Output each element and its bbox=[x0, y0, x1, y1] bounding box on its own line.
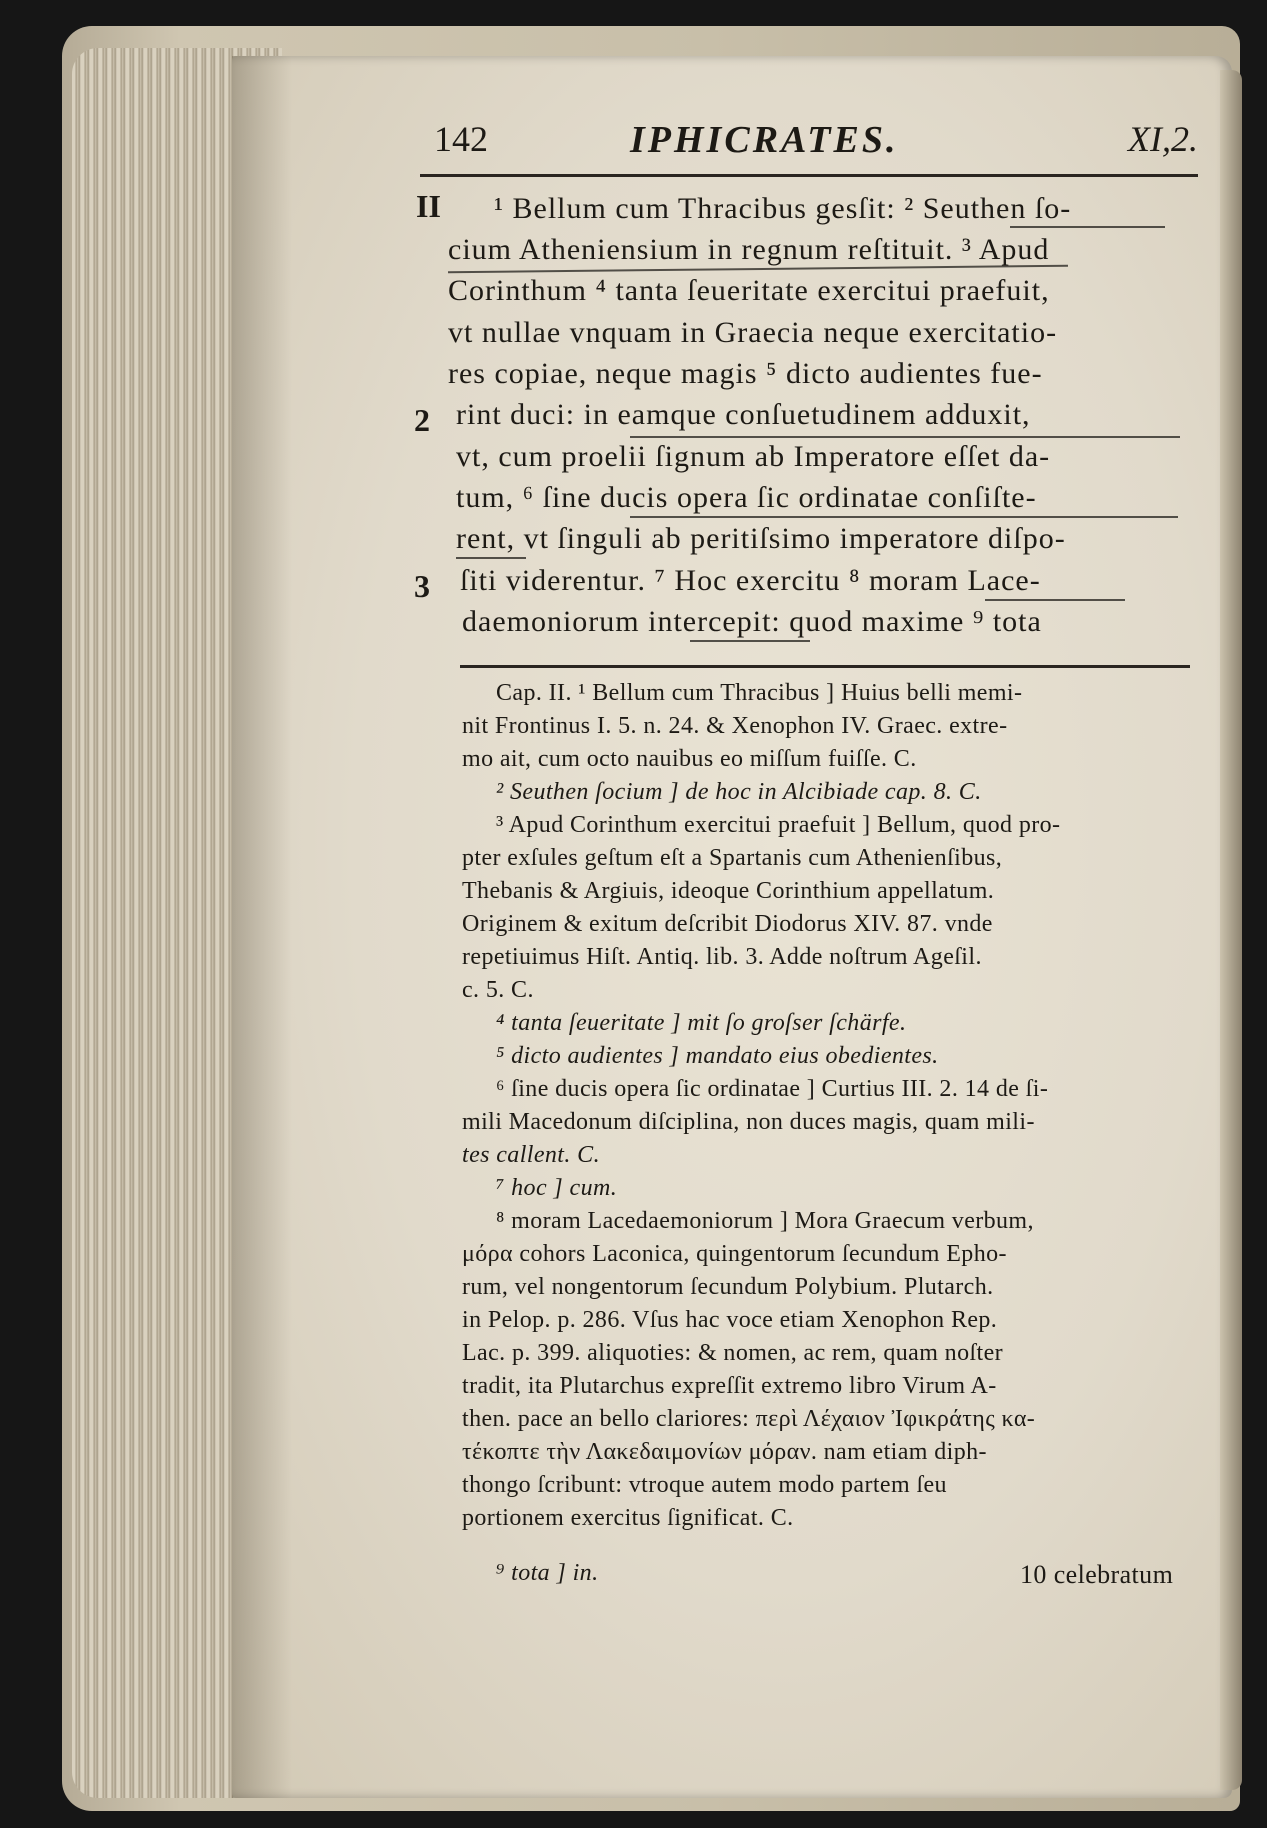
note-line: Thebanis & Argiuis, ideoque Corinthium appellatum. bbox=[462, 878, 995, 904]
note-line: ³ Apud Corinthum exercitui praefuit ] Bellum, quod pro- bbox=[496, 812, 1061, 838]
note-line: Cap. II. ¹ Bellum cum Thracibus ] Huius belli memi- bbox=[496, 680, 1023, 706]
note-line: ⁸ moram Lacedaemoniorum ] Mora Graecum verbum, bbox=[496, 1208, 1034, 1234]
note-line: portionem exercitus ſignificat. C. bbox=[462, 1505, 794, 1531]
note-line: repetiuimus Hiſt. Antiq. lib. 3. Adde noſtrum Ageſil. bbox=[462, 944, 982, 970]
note-line: tradit, ita Plutarchus expreſſit extremo libro Virum A- bbox=[462, 1373, 997, 1399]
pencil-underline bbox=[630, 516, 1178, 518]
page-header bbox=[434, 118, 1198, 174]
note-line: μόρα cohors Laconica, quingentorum ſecundum Epho- bbox=[462, 1241, 1007, 1267]
main-line: rent, vt ſinguli ab peritiſsimo imperatore diſpo- bbox=[456, 522, 1066, 555]
main-line: Corinthum ⁴ tanta ſeueritate exercitui praefuit, bbox=[448, 274, 1050, 307]
catchword: 10 celebratum bbox=[1020, 1560, 1174, 1589]
pencil-underline bbox=[456, 557, 526, 559]
main-line: vt nullae vnquam in Graecia neque exercitatio- bbox=[448, 316, 1058, 349]
main-line: cium Atheniensium in regnum reſtituit. ³ Apud bbox=[448, 233, 1050, 266]
main-line: tum, ⁶ ſine ducis opera ſic ordinatae conſiſte- bbox=[456, 481, 1037, 514]
note-line: ⁵ dicto audientes ] mandato eius obedientes. bbox=[496, 1043, 939, 1069]
main-line: ¹ Bellum cum Thracibus gesſit: ² Seuthen ſo- bbox=[494, 192, 1072, 225]
gutter-shadow bbox=[232, 56, 292, 1798]
running-title: IPHICRATES. bbox=[630, 119, 899, 161]
note-line: ² Seuthen ſocium ] de hoc in Alcibiade cap. 8. C. bbox=[496, 779, 982, 805]
main-line: daemoniorum intercepit: quod maxime ⁹ tota bbox=[462, 605, 1042, 638]
margin-mark-section-3: 3 bbox=[414, 568, 430, 604]
note-line: Lac. p. 399. aliquoties: & nomen, ac rem, quam noſter bbox=[462, 1340, 1004, 1366]
page-right-edge bbox=[1220, 70, 1242, 1790]
note-line: nit Frontinus I. 5. n. 24. & Xenophon IV. Graec. extre- bbox=[462, 713, 1008, 739]
note-line: tes callent. C. bbox=[462, 1142, 600, 1168]
main-line: vt, cum proelii ſignum ab Imperatore eſſet da- bbox=[456, 440, 1051, 473]
chapter-signature: XI,2. bbox=[1128, 119, 1198, 159]
main-line: rint duci: in eamque conſuetudinem adduxit, bbox=[456, 398, 1031, 431]
main-line: ſiti viderentur. ⁷ Hoc exercitu ⁸ moram Lace- bbox=[460, 564, 1041, 597]
note-line: in Pelop. p. 286. Vſus hac voce etiam Xenophon Rep. bbox=[462, 1307, 998, 1333]
pencil-underline bbox=[1010, 226, 1165, 228]
note-line: mo ait, cum octo nauibus eo miſſum fuiſſe. C. bbox=[462, 746, 917, 772]
margin-mark-section-2: 2 bbox=[414, 402, 430, 438]
pencil-underline bbox=[985, 599, 1125, 601]
note-line: rum, vel nongentorum ſecundum Polybium. Plutarch. bbox=[462, 1274, 994, 1300]
pencil-underline bbox=[690, 640, 810, 642]
note-line: ⁴ tanta ſeueritate ] mit ſo groſser ſchärfe. bbox=[496, 1010, 907, 1036]
notes-rule bbox=[460, 665, 1190, 668]
note-line: c. 5. C. bbox=[462, 977, 534, 1003]
main-line: res copiae, neque magis ⁵ dicto audientes fue- bbox=[448, 357, 1043, 390]
note-line: pter exſules geſtum eſt a Spartanis cum Athenienſibus, bbox=[462, 845, 1003, 871]
note-line: ⁹ tota ] in. bbox=[496, 1560, 599, 1586]
note-line: Originem & exitum deſcribit Diodorus XIV. 87. vnde bbox=[462, 911, 993, 937]
page-number: 142 bbox=[434, 119, 488, 159]
note-line: τέκοπτε τὴν Λακεδαιμονίων μόραν. nam etiam diph- bbox=[462, 1439, 987, 1465]
margin-mark-chapter: II bbox=[416, 188, 441, 224]
note-line: ⁷ hoc ] cum. bbox=[496, 1175, 618, 1201]
note-line: mili Macedonum diſciplina, non duces magis, quam mili- bbox=[462, 1109, 1035, 1135]
note-line: thongo ſcribunt: vtroque autem modo partem ſeu bbox=[462, 1472, 947, 1498]
pencil-underline bbox=[630, 436, 1180, 438]
header-rule bbox=[420, 174, 1198, 177]
note-line: ⁶ ſine ducis opera ſic ordinatae ] Curtius III. 2. 14 de ſi- bbox=[496, 1076, 1049, 1102]
note-line: then. pace an bello clariores: περὶ Λέχαιον Ἰφικράτης κα- bbox=[462, 1406, 1036, 1432]
